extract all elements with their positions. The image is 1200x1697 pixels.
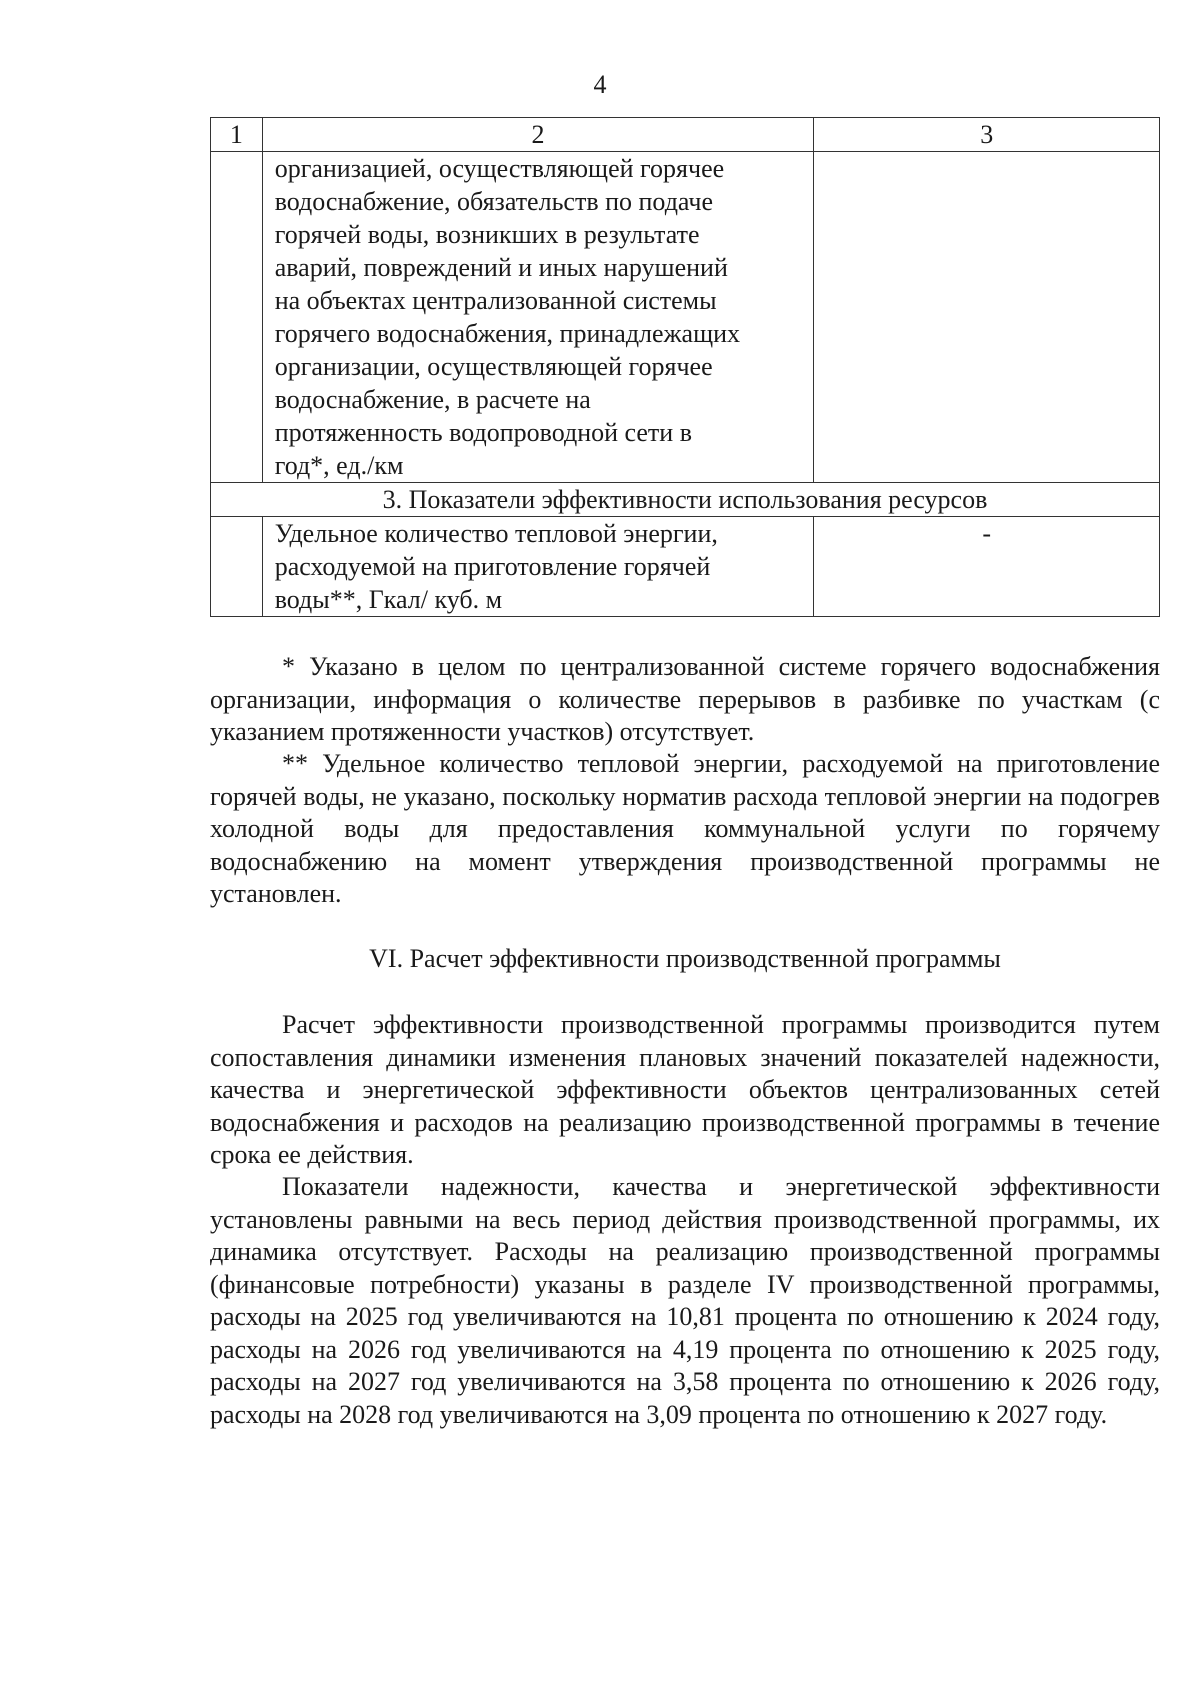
section-title-cell: 3. Показатели эффективности использования ресурсов [211, 483, 1160, 517]
table-section-row [211, 483, 1160, 517]
cell-line: Удельное количество тепловой энергии, [274, 519, 718, 548]
row-number-cell [211, 152, 263, 483]
footnote-1: * Указано в целом по централизованной системе горячего водоснабжения организации, информация о количестве перерывов в разбивке по участкам (с указанием протяженности участков) отсутствует. [210, 652, 1160, 746]
cell-line: горячего водоснабжения, принадлежащих [274, 319, 741, 348]
table-row-reliability [211, 152, 1160, 483]
row-number-cell [211, 517, 263, 617]
column-header-3: 3 [814, 118, 1160, 152]
paragraph-calculation: Расчет эффективности производственной программы производится путем сопоставления динамики изменения плановых значений показателей надежности, качества и энергетической эффективности объектов централизованных сетей водоснабжения и расходов на реализацию производственной программы в течение срока ее действия. [210, 1010, 1160, 1169]
section-heading: VI. Расчет эффективности производственной программы [369, 944, 1001, 973]
paragraph-indicators: Показатели надежности, качества и энергетической эффективности установлены равными на весь период действия производственной программы, их динамика отсутствует. Расходы на реализацию производственной программы (финансовые потребности) указаны в разделе IV производственной программы, расходы на 2025 год увеличиваются на 10,81 процента по отношению к 2024 году, расходы на 2026 год увеличиваются на 4,19 процента по отношению к 2025 году, расходы на 2027 год увеличиваются на 3,58 процента по отношению к 2026 году, расходы на 2028 год увеличиваются на 3,09 процента по отношению к 2027 году. [210, 1172, 1160, 1429]
cell-line: протяженность водопроводной сети в [274, 418, 692, 447]
table-row-resource-efficiency [211, 517, 1160, 617]
footnote-2: ** Удельное количество тепловой энергии, расходуемой на приготовление горячей воды, не указано, поскольку норматив расхода тепловой энергии на подогрев холодной воды для предоставления коммунальной услуги по горячему водоснабжению на момент утверждения производственной программы не установлен. [210, 749, 1160, 908]
column-header-1: 1 [211, 118, 263, 152]
indicator-name-cell [262, 152, 814, 483]
cell-line: горячей воды, возникших в результате [274, 220, 700, 249]
cell-line: год*, ед./км [274, 451, 404, 480]
cell-line: на объектах централизованной системы [274, 286, 717, 315]
indicator-name-cell [262, 517, 814, 617]
indicator-value-cell [814, 152, 1160, 483]
table-header-row [211, 118, 1160, 152]
cell-line: расходуемой на приготовление горячей [274, 552, 711, 581]
column-header-2: 2 [262, 118, 814, 152]
cell-line: воды**, Гкал/ куб. м [274, 585, 503, 614]
indicator-value-cell: - [814, 517, 1160, 617]
cell-line: аварий, повреждений и иных нарушений [274, 253, 728, 282]
page-number: 4 [593, 70, 607, 99]
cell-line: организацией, осуществляющей горячее [274, 154, 725, 183]
indicators-table [210, 117, 1160, 617]
cell-line: водоснабжение, в расчете на [274, 385, 591, 414]
cell-line: водоснабжение, обязательств по подаче [274, 187, 714, 216]
cell-line: организации, осуществляющей горячее [274, 352, 713, 381]
